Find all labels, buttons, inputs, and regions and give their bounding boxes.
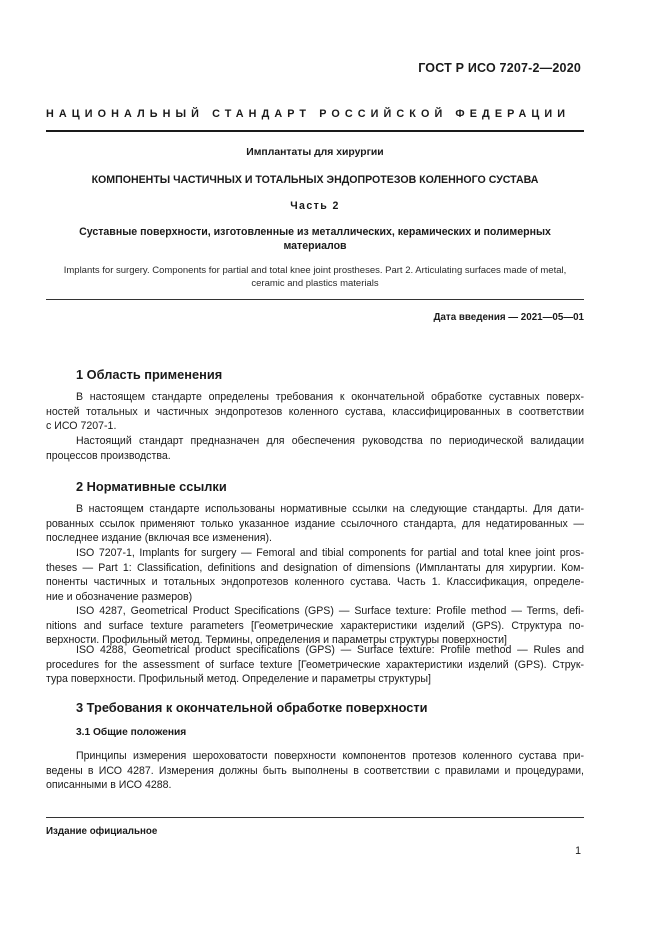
subtitle-line: Суставные поверхности, изготовленные из металлических, керамических и полимерных	[79, 226, 551, 238]
part-label: Часть 2	[290, 200, 340, 212]
text-line: рованных ссылок применяют только указанное издание ссылочного стандарта, для недатированных —	[46, 517, 584, 530]
intro-title: Имплантаты для хирургии	[246, 147, 384, 158]
text-line: верхности. Профильный метод. Термины, определения и параметры структуры поверхности]	[46, 634, 507, 647]
text-line: с ИСО 7207-1.	[46, 420, 117, 433]
subtitle	[46, 226, 584, 253]
text-line: поненты частичных и тотальных эндопротезов коленного сустава. Часть 1. Классификация, определе-	[46, 576, 584, 589]
main-title: КОМПОНЕНТЫ ЧАСТИЧНЫХ И ТОТАЛЬНЫХ ЭНДОПРОТЕЗОВ КОЛЕННОГО СУСТАВА	[91, 174, 539, 186]
title-divider	[46, 299, 584, 300]
english-title-line: Implants for surgery. Components for partial and total knee joint prostheses. Part 2. Articulating surfaces made of metal,	[63, 265, 567, 276]
section-2-paragraph-1	[46, 502, 584, 546]
text-line: ISO 4288, Geometrical product specifications (GPS) — Surface texture: Profile method — Rules and	[76, 644, 584, 656]
text-line: procedures for the assessment of surface texture [Геометрические характеристики изделий (GPS). Струк-	[46, 658, 584, 671]
text-line: процессов производства.	[46, 449, 171, 462]
text-line: ISO 7207-1, Implants for surgery — Femoral and tibial components for partial and total knee joint pros-	[76, 547, 584, 559]
section-3-1-heading: 3.1 Общие положения	[76, 727, 187, 738]
english-title-line: ceramic and plastics materials	[251, 278, 379, 289]
text-line: описанными в ИСО 4288.	[46, 779, 172, 792]
text-line: ведены в ИСО 4287. Измерения должны быть выполнены в соответствии с правилами и процедурами,	[46, 764, 584, 777]
text-line: ностей тотальных и частичных эндопротезов коленного сустава, классифицированных в соответствии	[46, 405, 584, 418]
section-3-heading: 3 Требования к окончательной обработке поверхности	[76, 700, 428, 715]
section-1-paragraph-2	[46, 434, 584, 463]
text-line: nitions and surface texture parameters [Геометрические характеристики изделий (GPS). Структура по-	[46, 619, 584, 632]
text-line: theses — Part 1: Classification, definitions and designation of dimensions (Имплантаты для хирургии. Ком-	[46, 561, 584, 574]
section-2-reference-iso-4287	[46, 604, 584, 648]
page-number: 1	[575, 845, 581, 857]
english-title	[46, 264, 584, 290]
text-line: ISO 4287, Geometrical Product Specifications (GPS) — Surface texture: Profile method — Terms, defi-	[76, 605, 584, 617]
footer-divider	[46, 817, 584, 818]
text-line: Принципы измерения шероховатости поверхности компонентов протезов коленного сустава при-	[76, 750, 584, 762]
section-2-heading: 2 Нормативные ссылки	[76, 479, 227, 494]
document-number: ГОСТ Р ИСО 7207-2—2020	[418, 61, 581, 75]
section-3-1-paragraph	[46, 749, 584, 793]
introduction-date: Дата введения — 2021—05—01	[433, 312, 584, 323]
national-standard-banner: НАЦИОНАЛЬНЫЙ СТАНДАРТ РОССИЙСКОЙ ФЕДЕРАЦИИ	[46, 108, 571, 120]
text-line: последнее издание (включая все изменения).	[46, 532, 272, 545]
section-1-paragraph-1	[46, 390, 584, 434]
section-2-reference-iso-4288	[46, 643, 584, 687]
section-2-reference-iso-7207-1	[46, 546, 584, 604]
subtitle-line: материалов	[283, 239, 347, 252]
text-line: тура поверхности. Профильный метод. Определение и параметры структуры]	[46, 673, 431, 686]
header-divider	[46, 130, 584, 132]
text-line: В настоящем стандарте определены требования к окончательной обработке суставных поверх-	[76, 391, 584, 403]
section-1-heading: 1 Область применения	[76, 367, 223, 382]
text-line: Настоящий стандарт предназначен для обеспечения руководства по периодической валидации	[76, 435, 584, 447]
text-line: В настоящем стандарте использованы нормативные ссылки на следующие стандарты. Для дати-	[76, 503, 584, 515]
text-line: ние и обозначение размеров)	[46, 590, 193, 603]
official-edition-label: Издание официальное	[46, 826, 158, 837]
